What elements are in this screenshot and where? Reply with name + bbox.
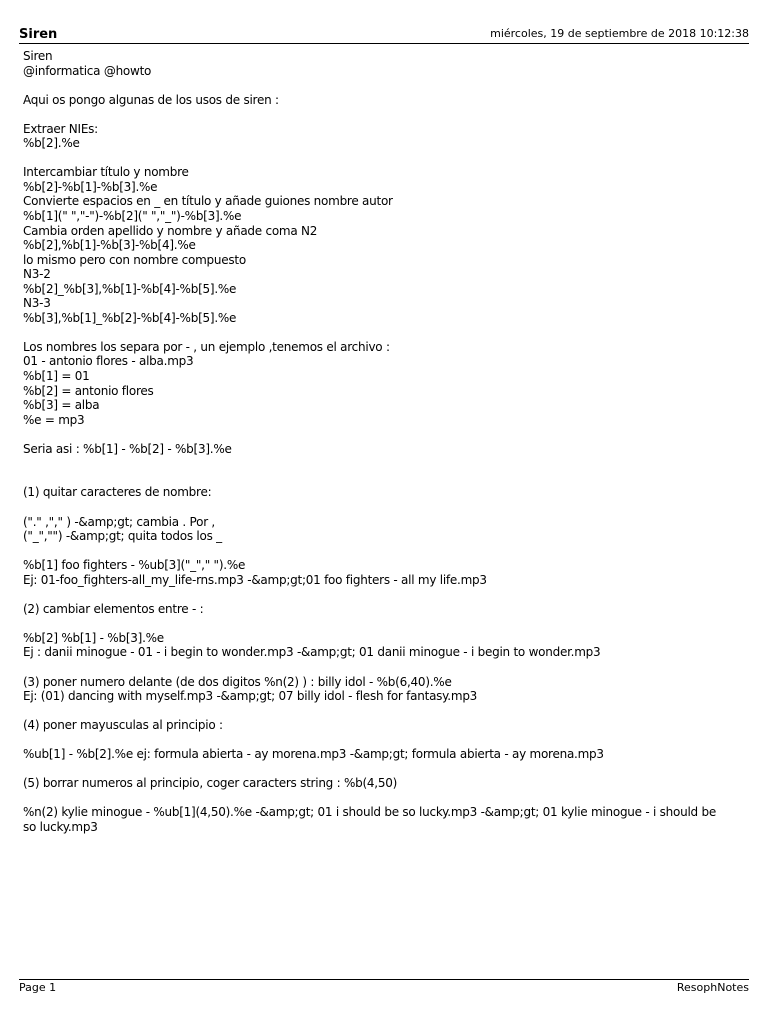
note-line: (4) poner mayusculas al principio : [23, 718, 223, 733]
blank-line [23, 660, 728, 675]
note-line: lo mismo pero con nombre compuesto [23, 252, 246, 267]
note-line: Cambia orden apellido y nombre y añade coma N2 [23, 223, 318, 238]
note-line: (5) borrar numeros al principio, coger caracters string : %b(4,50) [23, 776, 398, 791]
note-line: ("_","") -&amp;gt; quita todos los _ [23, 529, 222, 544]
note-date: miércoles, 19 de septiembre de 2018 10:12:38 [490, 27, 749, 40]
note-line: (3) poner numero delante (de dos digitos %n(2) ) : billy idol - %b(6,40).%e [23, 674, 452, 689]
note-line: %e = mp3 [23, 412, 85, 427]
note-line: %b[2].%e [23, 136, 80, 151]
note-line: %b[1] foo fighters - %ub[3]("_"," ").%e [23, 558, 246, 573]
note-line: %b[2],%b[1]-%b[3]-%b[4].%e [23, 238, 196, 253]
note-line: %n(2) kylie minogue - %ub[1](4,50).%e -&amp;gt; 01 i should be so lucky.mp3 -&amp;gt; 01 kylie minogue - i should be so lucky.mp3 [23, 805, 716, 834]
note-line: Intercambiar título y nombre [23, 165, 189, 180]
note-line: N3-2 [23, 267, 51, 282]
blank-line [23, 151, 728, 166]
note-line: Siren [23, 49, 53, 63]
blank-line [23, 456, 728, 471]
note-line: %b[3],%b[1]_%b[2]-%b[4]-%b[5].%e [23, 310, 237, 325]
blank-line [23, 616, 728, 631]
note-line: N3-3 [23, 296, 51, 311]
blank-line [23, 704, 728, 719]
note-line: @informatica @howto [23, 63, 152, 78]
note-line: Seria asi : %b[1] - %b[2] - %b[3].%e [23, 441, 232, 456]
blank-line [23, 762, 728, 777]
note-line: Extraer NIEs: [23, 121, 98, 136]
blank-line [23, 471, 728, 486]
page-header [19, 22, 749, 44]
blank-line [23, 427, 728, 442]
note-title: Siren [19, 27, 58, 42]
blank-line [23, 325, 728, 340]
note-line: Convierte espacios en _ en título y añade guiones nombre autor [23, 194, 393, 209]
note-line: %b[2] = antonio flores [23, 383, 154, 398]
note-line: Aqui os pongo algunas de los usos de siren : [23, 92, 279, 107]
note-line: ("." ,"," ) -&amp;gt; cambia . Por , [23, 514, 215, 529]
blank-line [23, 78, 728, 93]
page-number: Page 1 [19, 981, 57, 994]
blank-line [23, 500, 728, 515]
note-line: Los nombres los separa por - , un ejemplo ,tenemos el archivo : [23, 339, 390, 354]
blank-line [23, 733, 728, 748]
note-line: %b[2] %b[1] - %b[3].%e [23, 630, 164, 645]
note-line: Ej: (01) dancing with myself.mp3 -&amp;gt; 07 billy idol - flesh for fantasy.mp3 [23, 689, 478, 704]
note-line: %b[2]-%b[1]-%b[3].%e [23, 179, 158, 194]
note-body [23, 49, 728, 835]
blank-line [23, 107, 728, 122]
note-line: 01 - antonio flores - alba.mp3 [23, 354, 194, 369]
note-line: %b[1](" ","-")-%b[2](" ","_")-%b[3].%e [23, 209, 242, 224]
note-line: %b[1] = 01 [23, 369, 90, 384]
note-line: %b[3] = alba [23, 398, 100, 413]
page-footer [19, 979, 749, 996]
note-line: (2) cambiar elementos entre - : [23, 601, 204, 616]
note-line: %b[2]_%b[3],%b[1]-%b[4]-%b[5].%e [23, 281, 237, 296]
note-line: Ej : danii minogue - 01 - i begin to wonder.mp3 -&amp;gt; 01 danii minogue - i begin to wonder.mp3 [23, 645, 601, 660]
app-name: ResophNotes [676, 981, 749, 994]
blank-line [23, 587, 728, 602]
blank-line [23, 791, 728, 806]
note-line: Ej: 01-foo_fighters-all_my_life-rns.mp3 -&amp;gt;01 foo fighters - all my life.mp3 [23, 572, 487, 587]
blank-line [23, 544, 728, 559]
note-line: %ub[1] - %b[2].%e ej: formula abierta - ay morena.mp3 -&amp;gt; formula abierta - ay morena.mp3 [23, 747, 604, 762]
note-line: (1) quitar caracteres de nombre: [23, 485, 212, 500]
